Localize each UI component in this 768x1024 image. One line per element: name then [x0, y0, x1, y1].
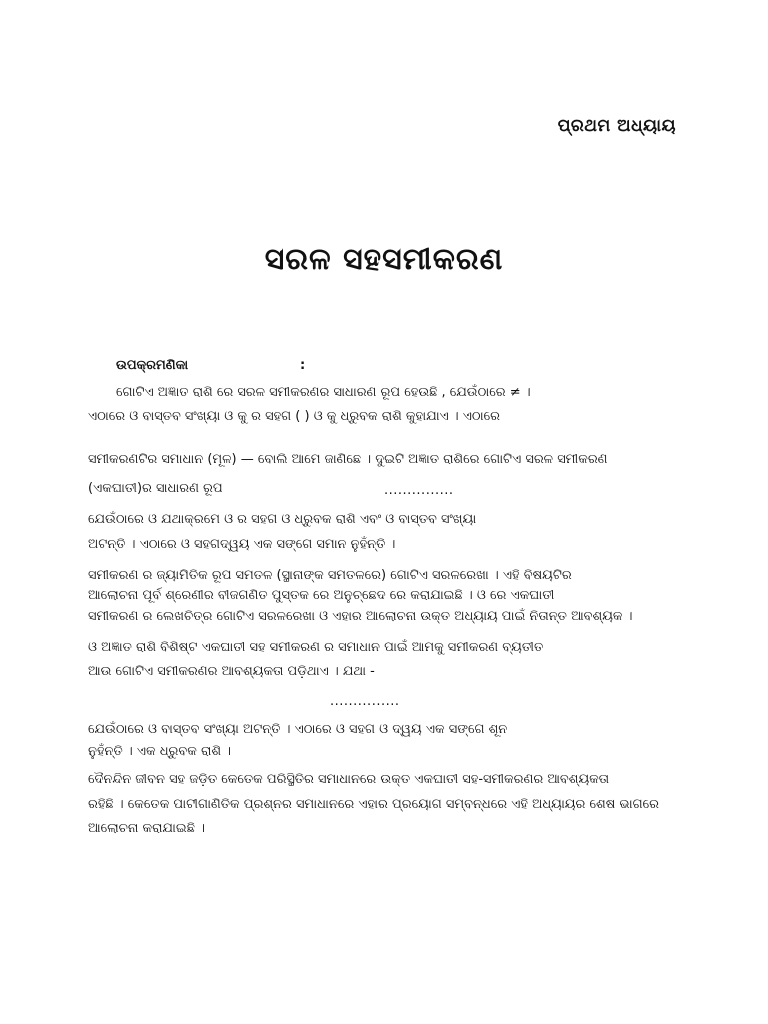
paragraph-line: ନୁହଁନ୍ତି । ଏକ ଧ୍ରୁବକ ରାଶି । [88, 744, 232, 759]
equation-placeholder-dots: ............... [384, 483, 454, 498]
equation-placeholder-dots: ............... [330, 694, 400, 709]
paragraph-line: ଦୈନନ୍ଦିନ ଜୀବନ ସହ ଜଡ଼ିତ କେତେକ ପରିସ୍ଥିତିର ସମାଧାନରେ ଉକ୍ତ ଏକଘାତୀ ସହ-ସମୀକରଣର ଆବଶ୍ୟକତା [88, 772, 610, 787]
section-heading: ଉପକ୍ରମଣିକା [116, 358, 189, 373]
paragraph-line: ଅଟନ୍ତି । ଏଠାରେ ଓ ସହଗଦ୍ୱୟ ଏକ ସଙ୍ଗେ ସମାନ ନୁହଁନ୍ତି । [88, 537, 396, 552]
paragraph-line: ଆଲୋଚନା ପୂର୍ବ ଶ୍ରେଣୀର ବୀଜଗଣିତ ପୁସ୍ତକ ରେ ଅନୁଚ୍ଛେଦ ରେ କରାଯାଇଛି । ଓ ରେ ଏକଘାତୀ [88, 588, 555, 603]
paragraph-line: ଆଲୋଚନା କରାଯାଇଛି । [88, 821, 205, 836]
paragraph-line: ଯେଉଁଠାରେ ଓ ବାସ୍ତବ ସଂଖ୍ୟା ଅଟନ୍ତି । ଏଠାରେ ଓ ସହଗ ଓ ଦ୍ୱୟ ଏକ ସଙ୍ଗେ ଶୂନ [88, 722, 508, 737]
chapter-label: ପ୍ରଥମ ଅଧ୍ୟାୟ [557, 116, 676, 136]
paragraph-line: ଯେଉଁଠାରେ ଓ ଯଥାକ୍ରମେ ଓ ର ସହଗ ଓ ଧ୍ରୁବକ ରାଶି ଏବଂ ଓ ବାସ୍ତବ ସଂଖ୍ୟା [88, 512, 477, 527]
paragraph-line: ରହିଛି । କେତେକ ପାଟୀଗାଣିତିକ ପ୍ରଶ୍ନର ସମାଧାନରେ ଏହାର ପ୍ରୟୋଗ ସମ୍ବନ୍ଧରେ ଏହି ଅଧ୍ୟାୟର ଶେଷ ଭାଗରେ [88, 797, 659, 812]
paragraph-line: ସମୀକରଣ ର ଲେଖଚିତ୍ର ଗୋଟିଏ ସରଳରେଖା ଓ ଏହାର ଆଲୋଚନା ଉକ୍ତ ଅଧ୍ୟାୟ ପାଇଁ ନିତାନ୍ତ ଆବଶ୍ୟକ । [88, 609, 633, 624]
section-heading-colon: : [300, 358, 306, 373]
page-title: ସରଳ ସହସମୀକରଣ [264, 242, 504, 277]
paragraph-line: ଆଉ ଗୋଟିଏ ସମୀକରଣର ଆବଶ୍ୟକତା ପଡ଼ିଥାଏ । ଯଥା - [88, 664, 375, 679]
paragraph-line: ଗୋଟିଏ ଅଜ୍ଞାତ ରାଶି ରେ ସରଳ ସମୀକରଣର ସାଧାରଣ ରୂପ ହେଉଛି , ଯେଉଁଠାରେ ≠ । [116, 385, 531, 400]
paragraph-line: ସମୀକରଣ ର ଜ୍ୟାମିତିକ ରୂପ ସମତଳ (ସ୍ଥାନାଙ୍କ ସମତଳରେ) ଗୋଟିଏ ସରଳରେଖା । ଏହି ବିଷୟଟିର [88, 568, 572, 583]
paragraph-line: (ଏକଘାତୀ)ର ସାଧାରଣ ରୂପ [88, 481, 223, 496]
paragraph-line: ଓ ଅଜ୍ଞାତ ରାଶି ବିଶିଷ୍ଟ ଏକଘାତୀ ସହ ସମୀକରଣ ର ସମାଧାନ ପାଇଁ ଆମକୁ ସମୀକରଣ ବ୍ୟତୀତ [88, 640, 544, 655]
paragraph-line: ସମୀକରଣଟିର ସମାଧାନ (ମୂଳ) — ବୋଲି ଆମେ ଜାଣିଛେ । ଦୁଇଟି ଅଜ୍ଞାତ ରାଶିରେ ଗୋଟିଏ ସରଳ ସମୀକରଣ [88, 452, 608, 467]
paragraph-line: ଏଠାରେ ଓ ବାସ୍ତବ ସଂଖ୍ୟା ଓ କୁ ର ସହଗ ( ) ଓ କୁ ଧ୍ରୁବକ ରାଶି କୁହାଯାଏ । ଏଠାରେ [88, 409, 500, 424]
